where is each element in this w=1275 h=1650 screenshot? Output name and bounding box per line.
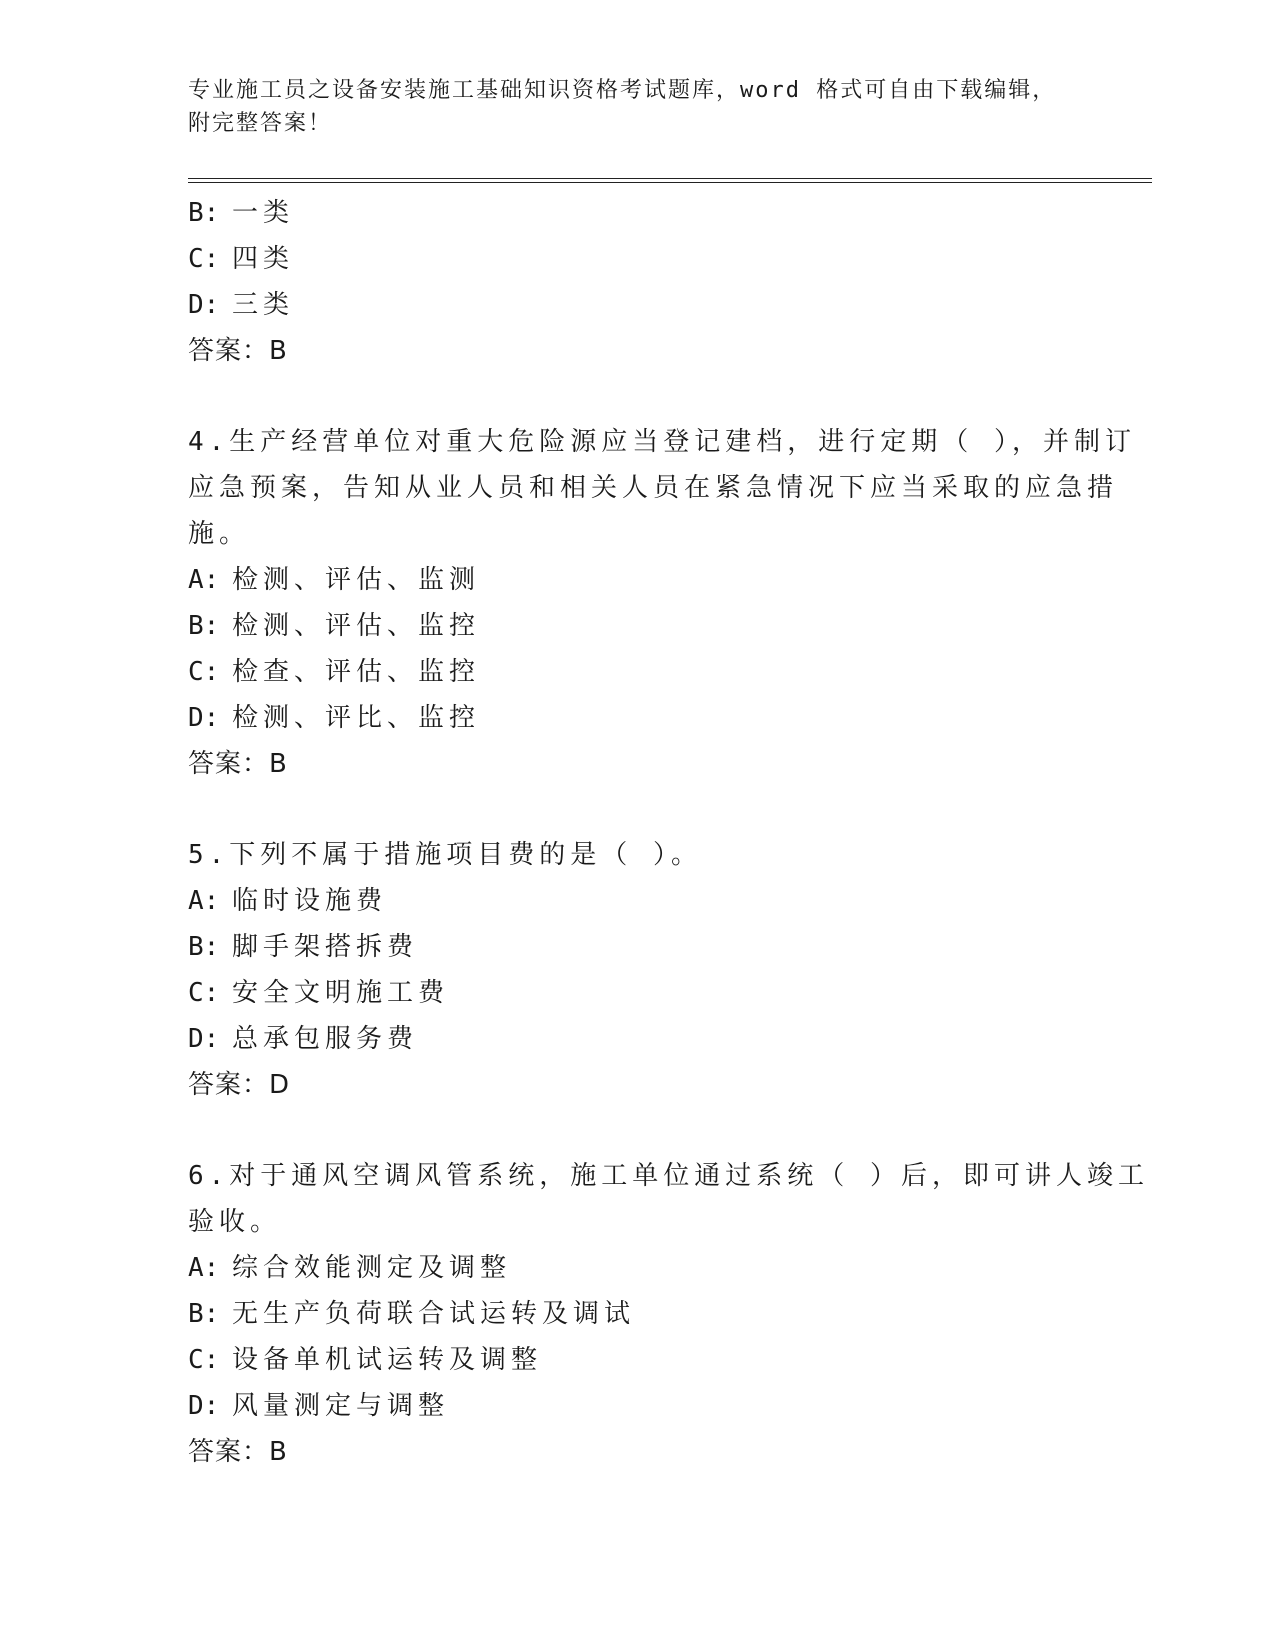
question-text-line: 施。 (188, 519, 251, 549)
option-text: 总承包服务费 (232, 1024, 419, 1054)
option-c (188, 970, 1068, 1016)
option-label: C: (188, 978, 220, 1008)
header-divider (188, 178, 1152, 183)
option-label: D: (188, 1024, 220, 1054)
option-d (188, 695, 1068, 741)
answer-line: 答案：B (188, 336, 288, 366)
question-3 (188, 190, 1068, 374)
question-text-line: 6.对于通风空调风管系统，施工单位通过系统（ ）后，即可讲人竣工 (188, 1161, 1149, 1191)
option-text: 四类 (232, 244, 295, 274)
option-b (188, 1291, 1068, 1337)
question-text-line: 应急预案，告知从业人员和相关人员在紧急情况下应当采取的应急措 (188, 473, 1119, 503)
option-text: 风量测定与调整 (232, 1391, 450, 1421)
option-b (188, 603, 1068, 649)
option-label: B: (188, 198, 220, 228)
option-text: 检测、评估、监控 (232, 611, 481, 641)
option-text: 综合效能测定及调整 (232, 1253, 512, 1283)
option-label: B: (188, 611, 220, 641)
option-label: A: (188, 1253, 220, 1283)
option-a (188, 557, 1068, 603)
option-d (188, 1016, 1068, 1062)
option-label: C: (188, 244, 220, 274)
option-label: D: (188, 290, 220, 320)
option-text: 脚手架搭拆费 (232, 932, 419, 962)
option-text: 检测、评估、监测 (232, 565, 481, 595)
option-c (188, 236, 1068, 282)
option-a (188, 1245, 1068, 1291)
option-label: D: (188, 703, 220, 733)
option-label: B: (188, 932, 220, 962)
answer-line: 答案：B (188, 749, 288, 779)
option-d (188, 282, 1068, 328)
spacer (188, 374, 1148, 419)
option-text: 一类 (232, 198, 295, 228)
option-label: C: (188, 1345, 220, 1375)
question-6 (188, 1153, 1149, 1475)
answer-line: 答案：B (188, 1437, 288, 1467)
option-text: 检查、评估、监控 (232, 657, 481, 687)
question-text-line: 4.生产经营单位对重大危险源应当登记建档，进行定期（ ），并制订 (188, 427, 1136, 457)
document-header (188, 74, 1088, 140)
spacer (188, 787, 1148, 832)
question-text-line: 验收。 (188, 1207, 282, 1237)
option-c (188, 1337, 1068, 1383)
option-label: D: (188, 1391, 220, 1421)
question-text-line: 5.下列不属于措施项目费的是（ ）。 (188, 840, 702, 870)
question-5 (188, 832, 1068, 1108)
option-text: 三类 (232, 290, 295, 320)
option-text: 检测、评比、监控 (232, 703, 481, 733)
header-line-1: 专业施工员之设备安装施工基础知识资格考试题库，word 格式可自由下载编辑， (188, 78, 1057, 103)
header-line-2: 附完整答案！ (188, 111, 333, 136)
answer-line: 答案：D (188, 1070, 291, 1100)
option-text: 无生产负荷联合试运转及调试 (232, 1299, 636, 1329)
question-4 (188, 419, 1136, 787)
option-text: 安全文明施工费 (232, 978, 450, 1008)
option-c (188, 649, 1068, 695)
option-label: A: (188, 565, 220, 595)
option-b (188, 190, 1068, 236)
option-label: A: (188, 886, 220, 916)
option-text: 设备单机试运转及调整 (232, 1345, 543, 1375)
document-content (188, 190, 1148, 1475)
option-d (188, 1383, 1068, 1429)
option-text: 临时设施费 (232, 886, 388, 916)
option-label: B: (188, 1299, 220, 1329)
option-a (188, 878, 1068, 924)
option-b (188, 924, 1068, 970)
spacer (188, 1108, 1148, 1153)
option-label: C: (188, 657, 220, 687)
